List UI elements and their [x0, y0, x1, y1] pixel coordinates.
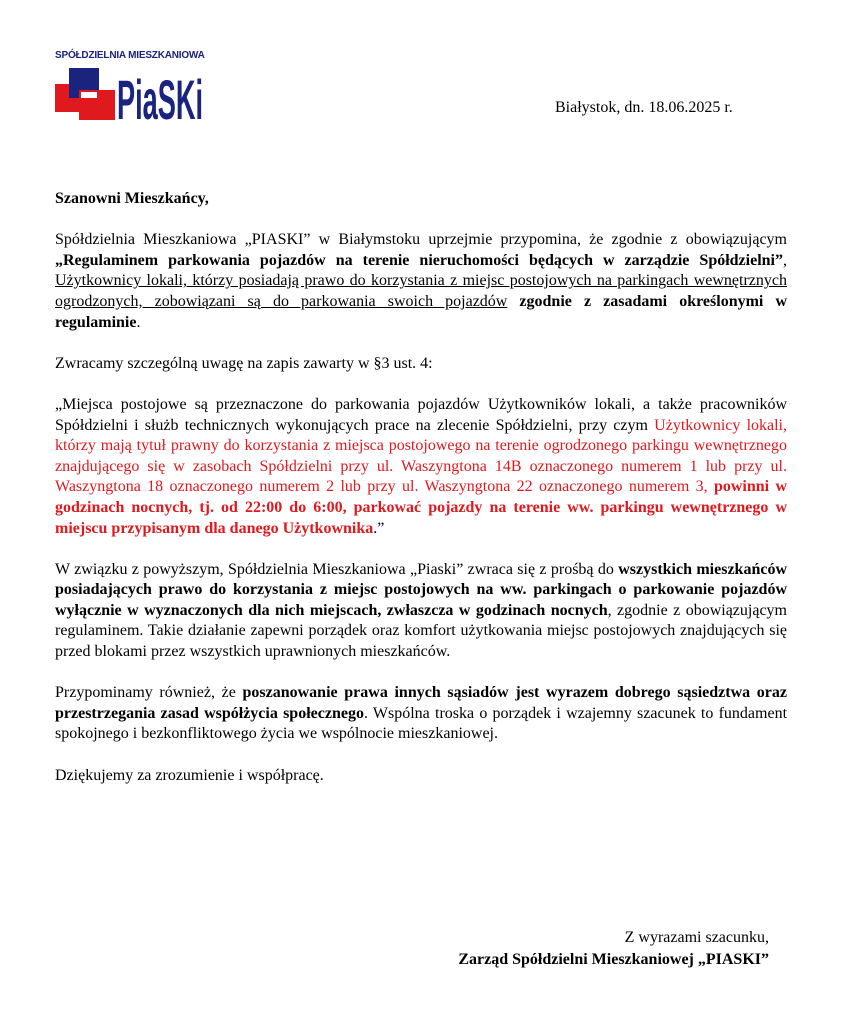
closing-regards: Z wyrazami szacunku,	[624, 929, 769, 946]
logo-squares-icon	[55, 62, 205, 131]
logo-top-text: SPÓŁDZIELNIA MIESZKANIOWA	[55, 50, 205, 61]
paragraph-3-quote: „Miejsca postojowe są przeznaczone do parkowania pojazdów Użytkowników lokali, a także pracowników Spółdzielni i służb technicznych wykonujących prace na zlecenie Spółdzielni, przy czym Użytkownicy lokali, którzy mają tytuł prawny do korzystania z miejsca postojowego na terenie ogrodzonego parkingu wewnętrznego znajdującego się w zasobach Spółdzielni przy ul. Waszyngtona 14B oznaczonego numerem 1 lub przy ul. Waszyngtona 18 oznaczonego numerem 2 lub przy ul. Waszyngtona 22 oznaczonego numerem 3, powinni w godzinach nocnych, tj. od 22:00 do 6:00, parkować pojazdy na terenie ww. parkingu wewnętrznego w miejscu przypisanym dla danego Użytkownika.”	[55, 395, 788, 537]
paragraph-2: Zwracamy szczególną uwagę na zapis zawarty w §3 ust. 4:	[55, 354, 433, 372]
greeting: Szanowni Mieszkańcy,	[55, 190, 209, 207]
paragraph-4: W związku z powyższym, Spółdzielnia Mieszkaniowa „Piaski” zwraca się z prośbą do wszystkich mieszkańców posiadających prawo do korzystania z miejsc postojowych na ww. parkingach o parkowanie pojazdów wyłącznie w wyznaczonych dla nich miejscach, zwłaszcza w godzinach nocnych, zgodnie z obowiązującym regulaminem. Takie działanie zapewni porządek oraz komfort użytkowania miejsc postojowych znajdujących się przed blokami przez wszystkich uprawnionych mieszkańców.	[55, 560, 788, 661]
letter-body	[55, 189, 787, 786]
paragraph-6: Dziękujemy za zrozumienie i współpracę.	[55, 766, 324, 784]
paragraph-5: Przypominamy również, że poszanowanie prawa innych sąsiadów jest wyrazem dobrego sąsiedztwa oraz przestrzegania zasad współżycia społecznego. Wspólna troska o porządek i wzajemny szacunek to fundament spokojnego i bezkonfliktowego życia we wspólnocie mieszkaniowej.	[55, 684, 788, 743]
cooperative-logo	[55, 50, 205, 131]
closing	[458, 927, 769, 970]
logo-name: PiaSKi	[117, 68, 203, 131]
closing-signature: Zarząd Spółdzielni Mieszkaniowej „PIASKI”	[458, 950, 769, 968]
letter-date: Białystok, dn. 18.06.2025 r.	[555, 99, 733, 116]
paragraph-1: Spółdzielnia Mieszkaniowa „PIASKI” w Białymstoku uprzejmie przypomina, że zgodnie z obowiązującym „Regulaminem parkowania pojazdów na terenie nieruchomości będących w zarządzie Spółdzielni”, Użytkownicy lokali, którzy posiadają prawo do korzystania z miejsc postojowych na parkingach wewnętrznych ogrodzonych, zobowiązani są do parkowania swoich pojazdów zgodnie z zasadami określonymi w regulaminie.	[55, 231, 787, 331]
